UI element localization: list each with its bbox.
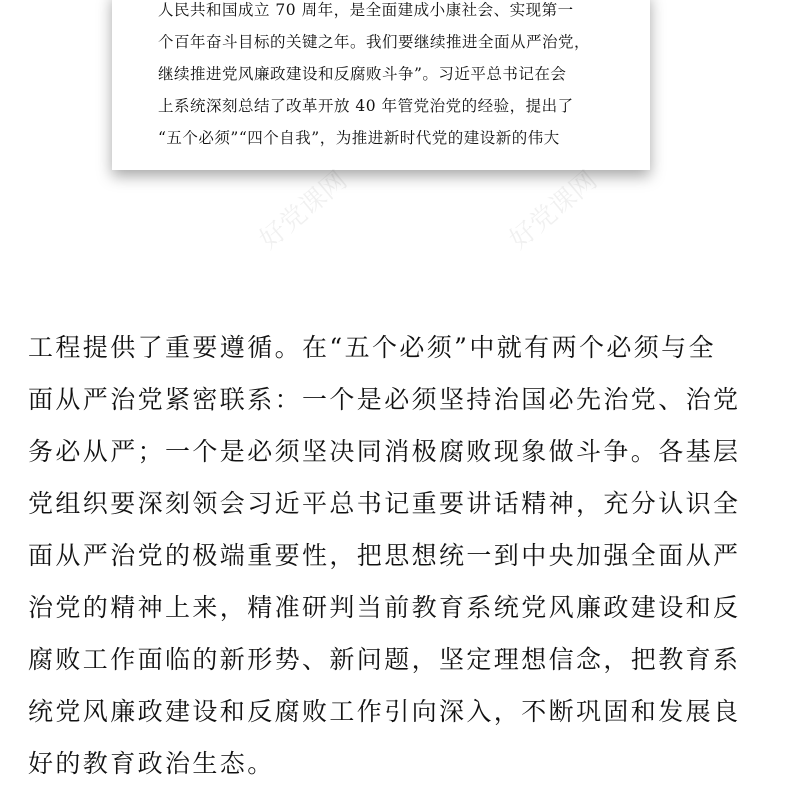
body-line: 好的教育政治生态。 [28,749,275,778]
body-line: 务必从严；一个是必须坚决同消极腐败现象做斗争。各基层 [28,437,741,466]
body-line: 统党风廉政建设和反腐败工作引向深入，不断巩固和发展良 [28,697,741,726]
watermark: 好党课网 [504,165,604,256]
body-line: 面从严治党紧密联系：一个是必须坚持治国必先治党、治党 [28,385,741,414]
body-line: 工程提供了重要遵循。在“五个必须”中就有两个必须与全 [28,333,716,362]
quote-line: 继续推进党风廉政建设和反腐败斗争”。习近平总书记在会 [158,65,567,83]
watermark: 好党课网 [254,165,354,256]
body-line: 党组织要深刻领会习近平总书记重要讲话精神，充分认识全 [28,489,741,518]
body-paragraph [28,322,768,790]
quote-line: 人民共和国成立 70 周年，是全面建成小康社会、实现第一 [158,1,574,19]
quote-line: 上系统深刻总结了改革开放 40 年管党治党的经验，提出了 [158,97,574,115]
body-line: 面从严治党的极端重要性，把思想统一到中央加强全面从严 [28,541,741,570]
quote-line: 个百年奋斗目标的关键之年。我们要继续推进全面从严治党， [158,33,591,51]
body-line: 腐败工作面临的新形势、新问题，坚定理想信念，把教育系 [28,645,741,674]
quote-line: “五个必须”“四个自我”，为推进新时代党的建设新的伟大 [158,129,560,147]
quote-card [112,0,650,170]
body-line: 治党的精神上来，精准研判当前教育系统党风廉政建设和反 [28,593,741,622]
